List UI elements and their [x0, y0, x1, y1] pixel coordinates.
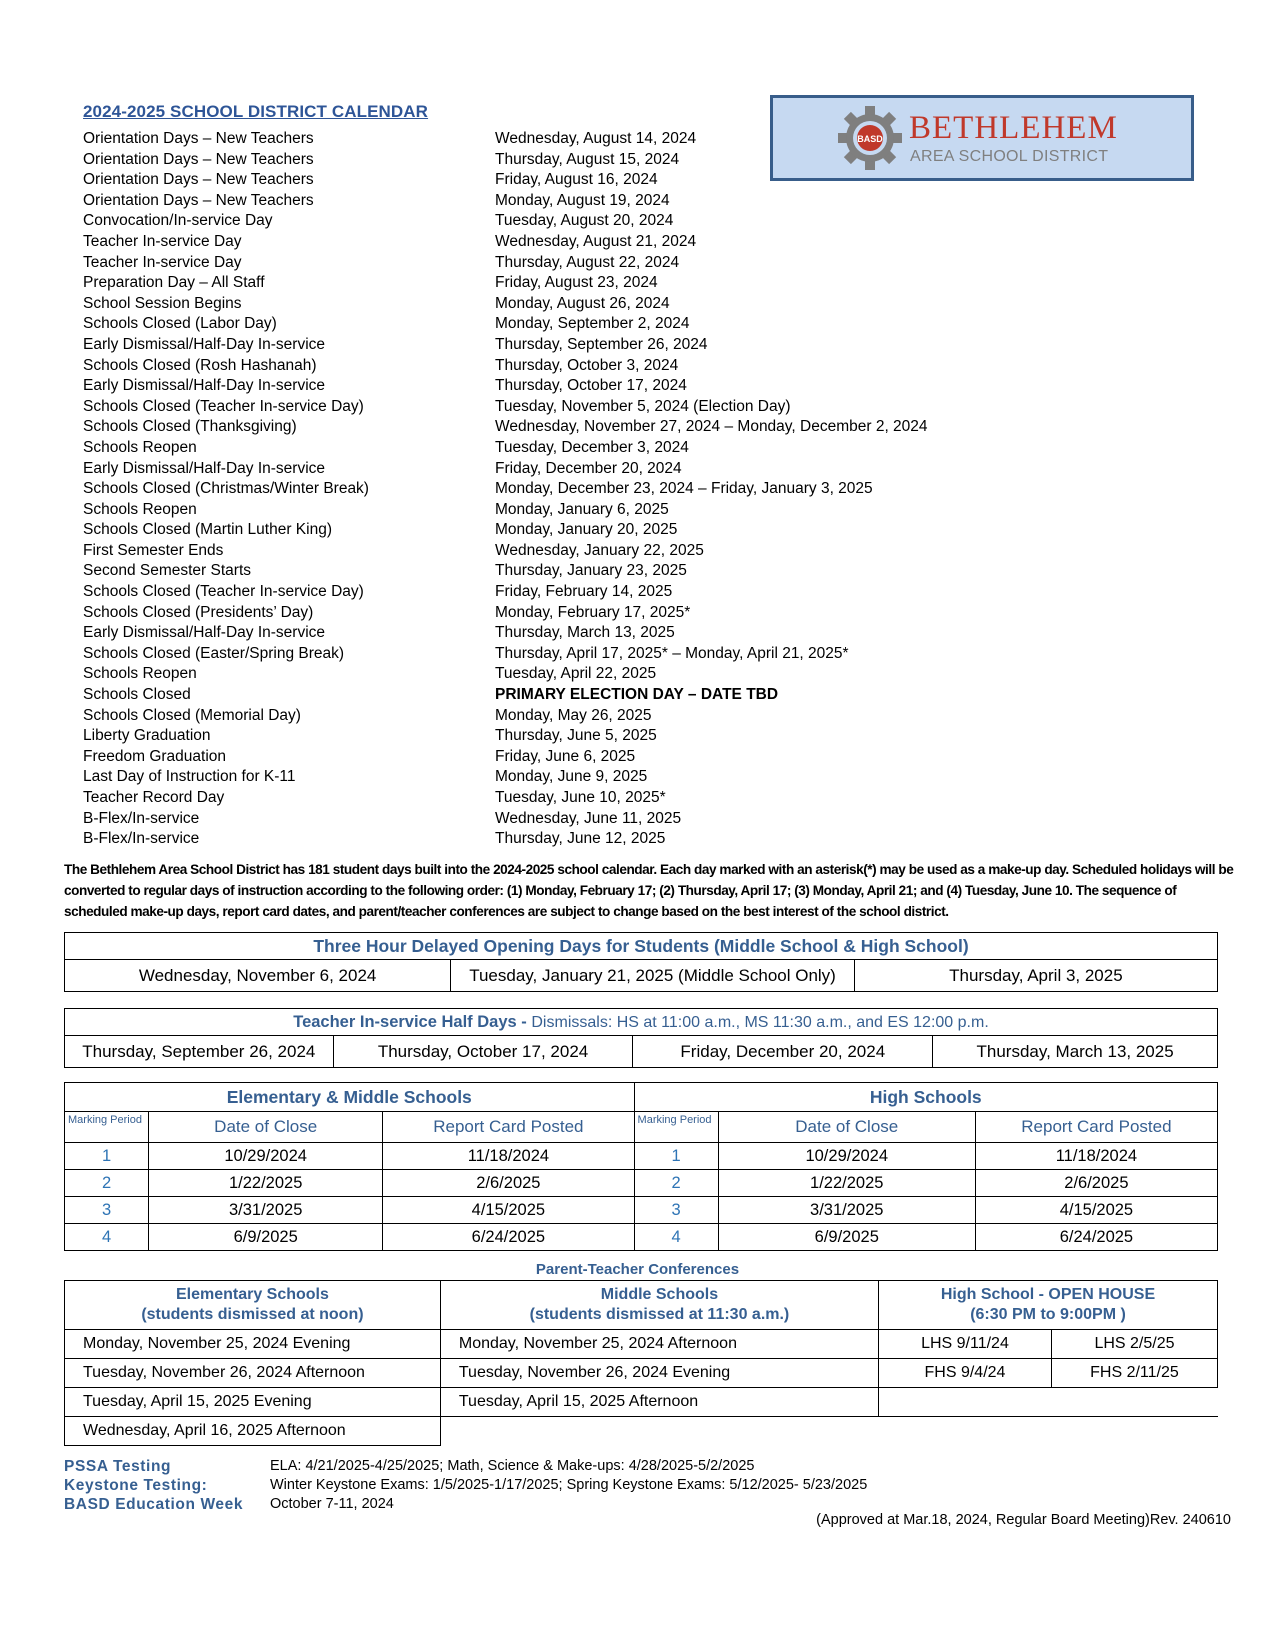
event-row [83, 129, 1133, 150]
event-row [83, 500, 1133, 521]
ptc-high-date: LHS 2/5/25 [1051, 1330, 1217, 1359]
event-date: Thursday, September 26, 2024 [495, 335, 708, 353]
event-name: Teacher In-service Day [83, 232, 242, 250]
marking-row [65, 1170, 1218, 1197]
event-name: Schools Closed (Teacher In-service Day) [83, 397, 364, 415]
event-date: Thursday, June 12, 2025 [495, 830, 666, 848]
col-date-of-close: Date of Close [149, 1112, 383, 1143]
half-days-dash: - [516, 1012, 532, 1031]
event-date: Monday, June 9, 2025 [495, 768, 648, 786]
event-row [83, 747, 1133, 768]
marking-mp-cell: 2 [65, 1170, 149, 1197]
ptc-elem-date: Tuesday, November 26, 2024 Afternoon [65, 1359, 441, 1388]
event-date: Tuesday, December 3, 2024 [495, 438, 689, 456]
event-name: Orientation Days – New Teachers [83, 130, 314, 147]
marking-mp-cell: 2 [634, 1170, 718, 1197]
event-name: Preparation Day – All Staff [83, 274, 265, 292]
events-list [83, 129, 1133, 850]
ptc-empty [440, 1417, 1217, 1446]
event-row [83, 726, 1133, 747]
event-name: Freedom Graduation [83, 747, 227, 765]
event-name: Second Semester Starts [83, 562, 251, 580]
event-row [83, 644, 1133, 665]
ptc-elementary-header [65, 1281, 441, 1330]
ptc-elem-h2: (students dismissed at noon) [141, 1306, 364, 1323]
marking-close-cell: 6/9/2025 [718, 1224, 975, 1251]
event-date: Wednesday, November 27, 2024 – Monday, December 2, 2024 [495, 418, 928, 436]
delayed-title: Three Hour Delayed Opening Days for Students (Middle School & High School) [65, 933, 1218, 960]
event-name: Early Dismissal/Half-Day In-service [83, 459, 326, 477]
marking-close-cell: 1/22/2025 [718, 1170, 975, 1197]
event-name: Schools Closed (Easter/Spring Break) [83, 644, 345, 662]
col-report-card-posted: Report Card Posted [383, 1112, 634, 1143]
event-name: Schools Closed (Presidents’ Day) [83, 603, 314, 621]
delayed-opening-table [64, 932, 1218, 992]
event-row [83, 706, 1133, 727]
event-name: Schools Closed (Martin Luther King) [83, 521, 332, 539]
event-row [83, 809, 1133, 830]
event-name: Schools Reopen [83, 500, 197, 518]
event-row [83, 829, 1133, 850]
emblem-text: BASD [857, 134, 883, 144]
event-name: First Semester Ends [83, 541, 224, 559]
event-date: Monday, August 26, 2024 [495, 294, 670, 312]
marking-mp-cell: 1 [634, 1143, 718, 1170]
event-date: Monday, September 2, 2024 [495, 315, 690, 333]
ptc-middle-header [440, 1281, 878, 1330]
approval-note: (Approved at Mar.18, 2024, Regular Board Meeting)Rev. 240610 [816, 1512, 1231, 1528]
event-date: Thursday, April 17, 2025* – Monday, April 21, 2025* [495, 644, 849, 662]
event-date: Friday, August 16, 2024 [495, 171, 658, 189]
event-row [83, 623, 1133, 644]
delayed-date: Tuesday, January 21, 2025 (Middle School Only) [451, 960, 855, 992]
event-row [83, 170, 1133, 191]
event-row [83, 541, 1133, 562]
ptc-high-h2: (6:30 PM to 9:00PM ) [970, 1306, 1126, 1323]
event-date: Wednesday, August 14, 2024 [495, 130, 697, 147]
event-name: Early Dismissal/Half-Day In-service [83, 624, 326, 642]
testing-label: BASD Education Week [64, 1496, 244, 1513]
ptc-elem-date: Monday, November 25, 2024 Evening [65, 1330, 441, 1359]
ptc-elem-date: Tuesday, April 15, 2025 Evening [65, 1388, 441, 1417]
event-date: Thursday, August 15, 2024 [495, 150, 680, 168]
marking-close-cell: 1/22/2025 [149, 1170, 383, 1197]
event-row [83, 211, 1133, 232]
ptc-high-date: FHS 9/4/24 [879, 1359, 1052, 1388]
event-name: Schools Closed (Labor Day) [83, 315, 277, 333]
parent-teacher-conferences-table [64, 1280, 1218, 1446]
marking-periods-table [64, 1082, 1218, 1251]
ptc-empty [879, 1388, 1218, 1417]
makeup-days-note: The Bethlehem Area School District has 181 student days built into the 2024-2025 school calendar. Each day marked with an asterisk(*) may be used as a make-up day. Scheduled holidays will be converted to regular days of instruction according to the following order: (1) Monday, February 17; (2) Thursday, April 17; (3) Monday, April 21; and (4) Tuesday, June 10. The sequence of scheduled make-up days, report card dates, and parent/teacher conferences are subject to change based on the best interest of the school district. [64, 862, 1234, 919]
event-date: Wednesday, August 21, 2024 [495, 232, 697, 250]
event-row [83, 664, 1133, 685]
col-date-of-close: Date of Close [718, 1112, 975, 1143]
ptc-mid-date: Tuesday, November 26, 2024 Evening [440, 1359, 878, 1388]
ptc-mid-date: Tuesday, April 15, 2025 Afternoon [440, 1388, 878, 1417]
marking-mp-cell: 3 [634, 1197, 718, 1224]
event-row [83, 603, 1133, 624]
ptc-high-date: LHS 9/11/24 [879, 1330, 1052, 1359]
event-date: Tuesday, November 5, 2024 (Election Day) [495, 397, 791, 415]
event-name: Early Dismissal/Half-Day In-service [83, 377, 326, 395]
logo-name: BETHLEHEM [909, 110, 1118, 146]
event-date: Tuesday, June 10, 2025* [495, 789, 666, 806]
ptc-high-header [879, 1281, 1218, 1330]
event-date: Tuesday, August 20, 2024 [495, 212, 674, 230]
marking-close-cell: 3/31/2025 [718, 1197, 975, 1224]
event-name: Orientation Days – New Teachers [83, 171, 314, 189]
marking-posted-cell: 2/6/2025 [383, 1170, 634, 1197]
marking-posted-cell: 6/24/2025 [383, 1224, 634, 1251]
marking-row [65, 1224, 1218, 1251]
marking-mp-cell: 4 [634, 1224, 718, 1251]
event-name: Schools Closed (Rosh Hashanah) [83, 356, 317, 374]
marking-close-cell: 10/29/2024 [149, 1143, 383, 1170]
event-date: Thursday, March 13, 2025 [495, 624, 675, 642]
half-day-date: Thursday, October 17, 2024 [333, 1036, 633, 1068]
col-marking-period: Marking Period [65, 1112, 149, 1143]
half-days-header [65, 1009, 1218, 1036]
testing-value: October 7-11, 2024 [270, 1496, 394, 1512]
ptc-elem-date: Wednesday, April 16, 2025 Afternoon [65, 1417, 441, 1446]
event-date: Thursday, October 3, 2024 [495, 356, 679, 374]
event-date: Thursday, August 22, 2024 [495, 253, 680, 271]
marking-posted-cell: 4/15/2025 [975, 1197, 1217, 1224]
marking-close-cell: 3/31/2025 [149, 1197, 383, 1224]
event-date: Wednesday, January 22, 2025 [495, 541, 704, 559]
event-row [83, 582, 1133, 603]
event-name: Schools Closed (Teacher In-service Day) [83, 583, 364, 601]
event-date: Monday, February 17, 2025* [495, 603, 691, 621]
event-name: Schools Closed [83, 686, 191, 704]
event-date: Friday, December 20, 2024 [495, 459, 682, 477]
event-name: Schools Closed (Christmas/Winter Break) [83, 480, 369, 498]
event-date: Friday, February 14, 2025 [495, 583, 673, 601]
event-name: Teacher In-service Day [83, 253, 242, 271]
testing-row [64, 1457, 1214, 1476]
event-row [83, 788, 1133, 809]
event-row [83, 335, 1133, 356]
event-row [83, 253, 1133, 274]
testing-label: PSSA Testing [64, 1458, 172, 1475]
ptc-high-date: FHS 2/11/25 [1051, 1359, 1217, 1388]
event-row [83, 479, 1133, 500]
event-date: Thursday, January 23, 2025 [495, 562, 687, 580]
event-name: B-Flex/In-service [83, 830, 200, 848]
marking-row [65, 1197, 1218, 1224]
testing-section [64, 1457, 1214, 1514]
testing-value: Winter Keystone Exams: 1/5/2025-1/17/2025; Spring Keystone Exams: 5/12/2025- 5/23/2025 [270, 1477, 868, 1493]
ptc-mid-h1: Middle Schools [600, 1286, 719, 1303]
half-day-date: Friday, December 20, 2024 [633, 1036, 933, 1068]
event-name: Schools Reopen [83, 665, 197, 683]
delayed-date: Thursday, April 3, 2025 [854, 960, 1217, 992]
half-days-table [64, 1008, 1218, 1068]
event-row [83, 397, 1133, 418]
event-row [83, 294, 1133, 315]
event-row [83, 376, 1133, 397]
event-date: Monday, January 20, 2025 [495, 521, 678, 539]
event-date: Thursday, October 17, 2024 [495, 377, 687, 395]
event-row [83, 561, 1133, 582]
event-date: Thursday, June 5, 2025 [495, 727, 657, 745]
event-name: Schools Closed (Thanksgiving) [83, 418, 297, 436]
event-name: Early Dismissal/Half-Day In-service [83, 335, 326, 353]
ptc-mid-date: Monday, November 25, 2024 Afternoon [440, 1330, 878, 1359]
half-day-date: Thursday, September 26, 2024 [65, 1036, 334, 1068]
event-date: Friday, June 6, 2025 [495, 747, 636, 765]
event-row [83, 273, 1133, 294]
marking-mp-cell: 3 [65, 1197, 149, 1224]
marking-posted-cell: 2/6/2025 [975, 1170, 1217, 1197]
marking-posted-cell: 11/18/2024 [975, 1143, 1217, 1170]
col-report-card-posted: Report Card Posted [975, 1112, 1217, 1143]
delayed-date: Wednesday, November 6, 2024 [65, 960, 451, 992]
event-row [83, 459, 1133, 480]
event-row [83, 438, 1133, 459]
half-days-title: Teacher In-service Half Days [293, 1012, 517, 1031]
logo-subtitle: AREA SCHOOL DISTRICT [910, 148, 1109, 165]
page-title: 2024-2025 SCHOOL DISTRICT CALENDAR [83, 102, 429, 121]
event-name: Schools Closed (Memorial Day) [83, 706, 301, 724]
high-schools-title: High Schools [634, 1083, 1217, 1112]
testing-row [64, 1476, 1214, 1495]
event-date: Friday, August 23, 2024 [495, 274, 658, 292]
marking-row [65, 1143, 1218, 1170]
event-name: Teacher Record Day [83, 789, 225, 806]
ptc-high-h1: High School - OPEN HOUSE [940, 1286, 1156, 1303]
event-name: B-Flex/In-service [83, 809, 200, 827]
event-date: Monday, December 23, 2024 – Friday, January 3, 2025 [495, 480, 873, 498]
marking-mp-cell: 1 [65, 1143, 149, 1170]
event-name: School Session Begins [83, 294, 242, 312]
elementary-middle-title: Elementary & Middle Schools [65, 1083, 635, 1112]
marking-close-cell: 6/9/2025 [149, 1224, 383, 1251]
event-date: Monday, January 6, 2025 [495, 500, 669, 518]
testing-value: ELA: 4/21/2025-4/25/2025; Math, Science & Make-ups: 4/28/2025-5/2/2025 [270, 1458, 755, 1474]
event-date: Wednesday, June 11, 2025 [495, 809, 682, 827]
event-row [83, 150, 1133, 171]
event-name: Orientation Days – New Teachers [83, 191, 314, 209]
event-name: Last Day of Instruction for K-11 [83, 768, 296, 786]
event-row [83, 356, 1133, 377]
event-date: PRIMARY ELECTION DAY – DATE TBD [495, 686, 779, 704]
event-row [83, 191, 1133, 212]
event-row [83, 314, 1133, 335]
event-name: Orientation Days – New Teachers [83, 150, 314, 168]
event-date: Tuesday, April 22, 2025 [495, 665, 657, 683]
event-row [83, 520, 1133, 541]
marking-posted-cell: 4/15/2025 [383, 1197, 634, 1224]
col-marking-period: Marking Period [634, 1112, 718, 1143]
ptc-mid-h2: (students dismissed at 11:30 a.m.) [529, 1306, 790, 1323]
event-name: Schools Reopen [83, 438, 197, 456]
event-row [83, 417, 1133, 438]
testing-label: Keystone Testing: [64, 1477, 208, 1494]
event-row [83, 767, 1133, 788]
half-days-subtitle: Dismissals: HS at 11:00 a.m., MS 11:30 a.m., and ES 12:00 p.m. [531, 1013, 989, 1031]
event-name: Convocation/In-service Day [83, 212, 273, 230]
event-date: Monday, August 19, 2024 [495, 191, 670, 209]
marking-mp-cell: 4 [65, 1224, 149, 1251]
event-row [83, 685, 1133, 706]
half-day-date: Thursday, March 13, 2025 [933, 1036, 1218, 1068]
marking-posted-cell: 6/24/2025 [975, 1224, 1217, 1251]
ptc-title: Parent-Teacher Conferences [535, 1261, 740, 1278]
event-date: Monday, May 26, 2025 [495, 706, 652, 724]
event-name: Liberty Graduation [83, 727, 211, 745]
marking-close-cell: 10/29/2024 [718, 1143, 975, 1170]
event-row [83, 232, 1133, 253]
ptc-elem-h1: Elementary Schools [175, 1286, 329, 1303]
marking-posted-cell: 11/18/2024 [383, 1143, 634, 1170]
